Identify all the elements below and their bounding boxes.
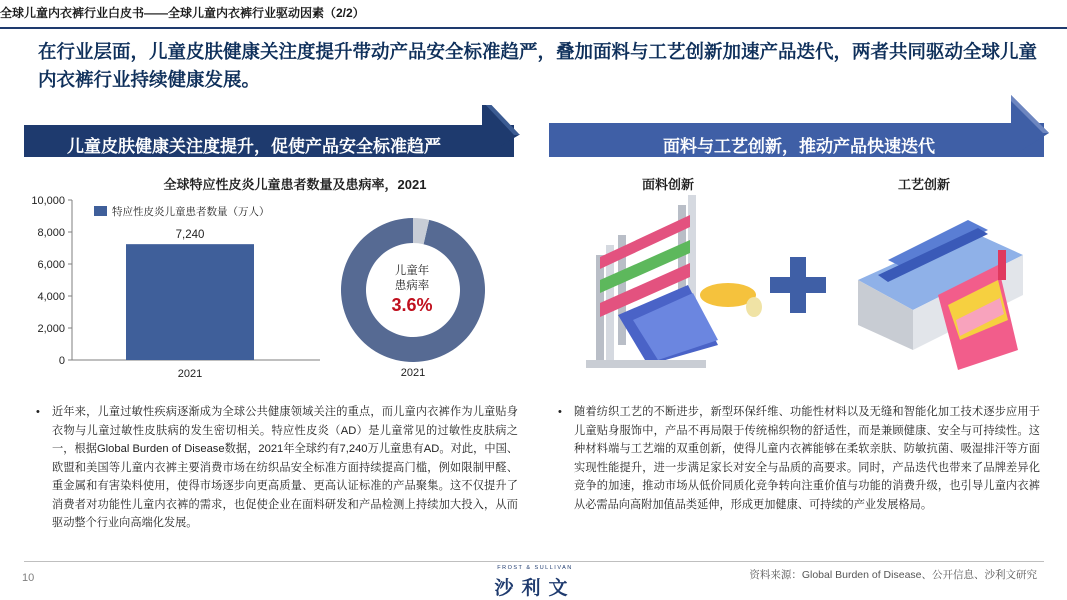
footer-divider (24, 561, 1044, 562)
bar-2021 (126, 244, 254, 360)
y-tick-label: 10,000 (31, 195, 65, 207)
y-tick-label: 4,000 (37, 291, 65, 303)
fabric-loom-illustration (578, 195, 768, 370)
chart-title: 全球特应性皮炎儿童患者数量及患病率，2021 (163, 177, 427, 192)
left-section-banner (24, 105, 524, 157)
page-headline: 在行业层面，儿童皮肤健康关注度提升带动产品安全标准趋严，叠加面料与工艺创新加速产品迭代，两者共同驱动全球儿童内衣裤行业持续健康发展。 (38, 41, 1038, 90)
right-banner-text: 面料与工艺创新，推动产品快速迭代 (663, 137, 935, 156)
report-header-title: 全球儿童内衣裤行业白皮书——全球儿童内衣裤行业驱动因素（2/2） (0, 6, 365, 20)
bullet-icon: • (558, 406, 562, 418)
y-tick-label: 8,000 (37, 227, 65, 239)
right-section-banner (549, 95, 1049, 157)
y-tick-label: 6,000 (37, 259, 65, 271)
donut-label-line-1: 儿童年 (394, 265, 430, 277)
left-bullet-list (38, 403, 518, 533)
data-source-note: 资料来源：Global Burden of Disease、公开信息、沙利文研究 (749, 569, 1037, 581)
x-tick-label: 2021 (177, 368, 203, 380)
donut-center-label (362, 264, 462, 316)
page-number: 10 (22, 572, 35, 584)
y-tick-label: 2,000 (37, 323, 65, 335)
craft-innovation-label: 工艺创新 (897, 177, 950, 192)
donut-label-line-2: 患病率 (394, 280, 430, 292)
company-logo: 沙利文 (494, 578, 576, 599)
printing-machine-illustration (848, 200, 1033, 370)
header-divider (0, 27, 1067, 29)
right-bullet-list (560, 403, 1040, 514)
legend-swatch (94, 206, 107, 216)
left-bullet-text: 近年来，儿童过敏性疾病逐渐成为全球公共健康领域关注的重点，而儿童内衣裤作为儿童贴身衣物与儿童过敏性皮肤病的发生密切相关。特应性皮炎（AD）是儿童常见的过敏性皮肤病之一，根据Global Burden of Disease数据，2021年全球约有7,240万儿童患有AD。对此，中国、欧盟和美国等儿童内衣裤主要消费市场在纺织品安全标准方面持续提高门槛，例如限制甲醛、重金属和有害染料使用，使得市场逐步向更高质量、更高认证标准的产品聚集。这不仅提升了消费者对功能性儿童内衣裤的需求，也促使企业在面料研发和产品检测上持续加大投入，从而驱动整个行业向高端化发展。 (52, 406, 518, 529)
legend-label: 特应性皮炎儿童患者数量（万人） (112, 206, 270, 218)
bar-value-label: 7,240 (175, 229, 205, 242)
plus-icon (768, 255, 828, 315)
y-tick-label: 0 (58, 355, 65, 367)
left-banner-text: 儿童皮肤健康关注度提升，促使产品安全标准趋严 (67, 137, 441, 156)
right-bullet-text: 随着纺织工艺的不断进步，新型环保纤维、功能性材料以及无缝和智能化加工技术逐步应用于儿童贴身服饰中，产品不再局限于传统棉织物的舒适性，而是兼顾健康、安全与可持续性。这种材料端与工艺端的双重创新，使得儿童内衣裤能够在柔软亲肤、防敏抗菌、吸湿排汗等方面实现性能提升，进一步满足家长对安全与品质的高要求。同时，产品迭代也带来了品牌差异化竞争的加速，推动市场从低价同质化竞争转向注重价值与功能的消费升级，也引导儿童内衣裤从必需品向高附加值品类延伸，形成更加健康、可持续的产业发展格局。 (574, 406, 1040, 511)
fabric-innovation-label: 面料创新 (641, 177, 694, 192)
company-logo-caption: FROST & SULLIVAN (497, 565, 573, 571)
bullet-icon: • (36, 406, 40, 418)
donut-category-label: 2021 (400, 367, 426, 379)
donut-value-label: 3.6% (391, 295, 433, 315)
bar-chart (0, 190, 335, 385)
